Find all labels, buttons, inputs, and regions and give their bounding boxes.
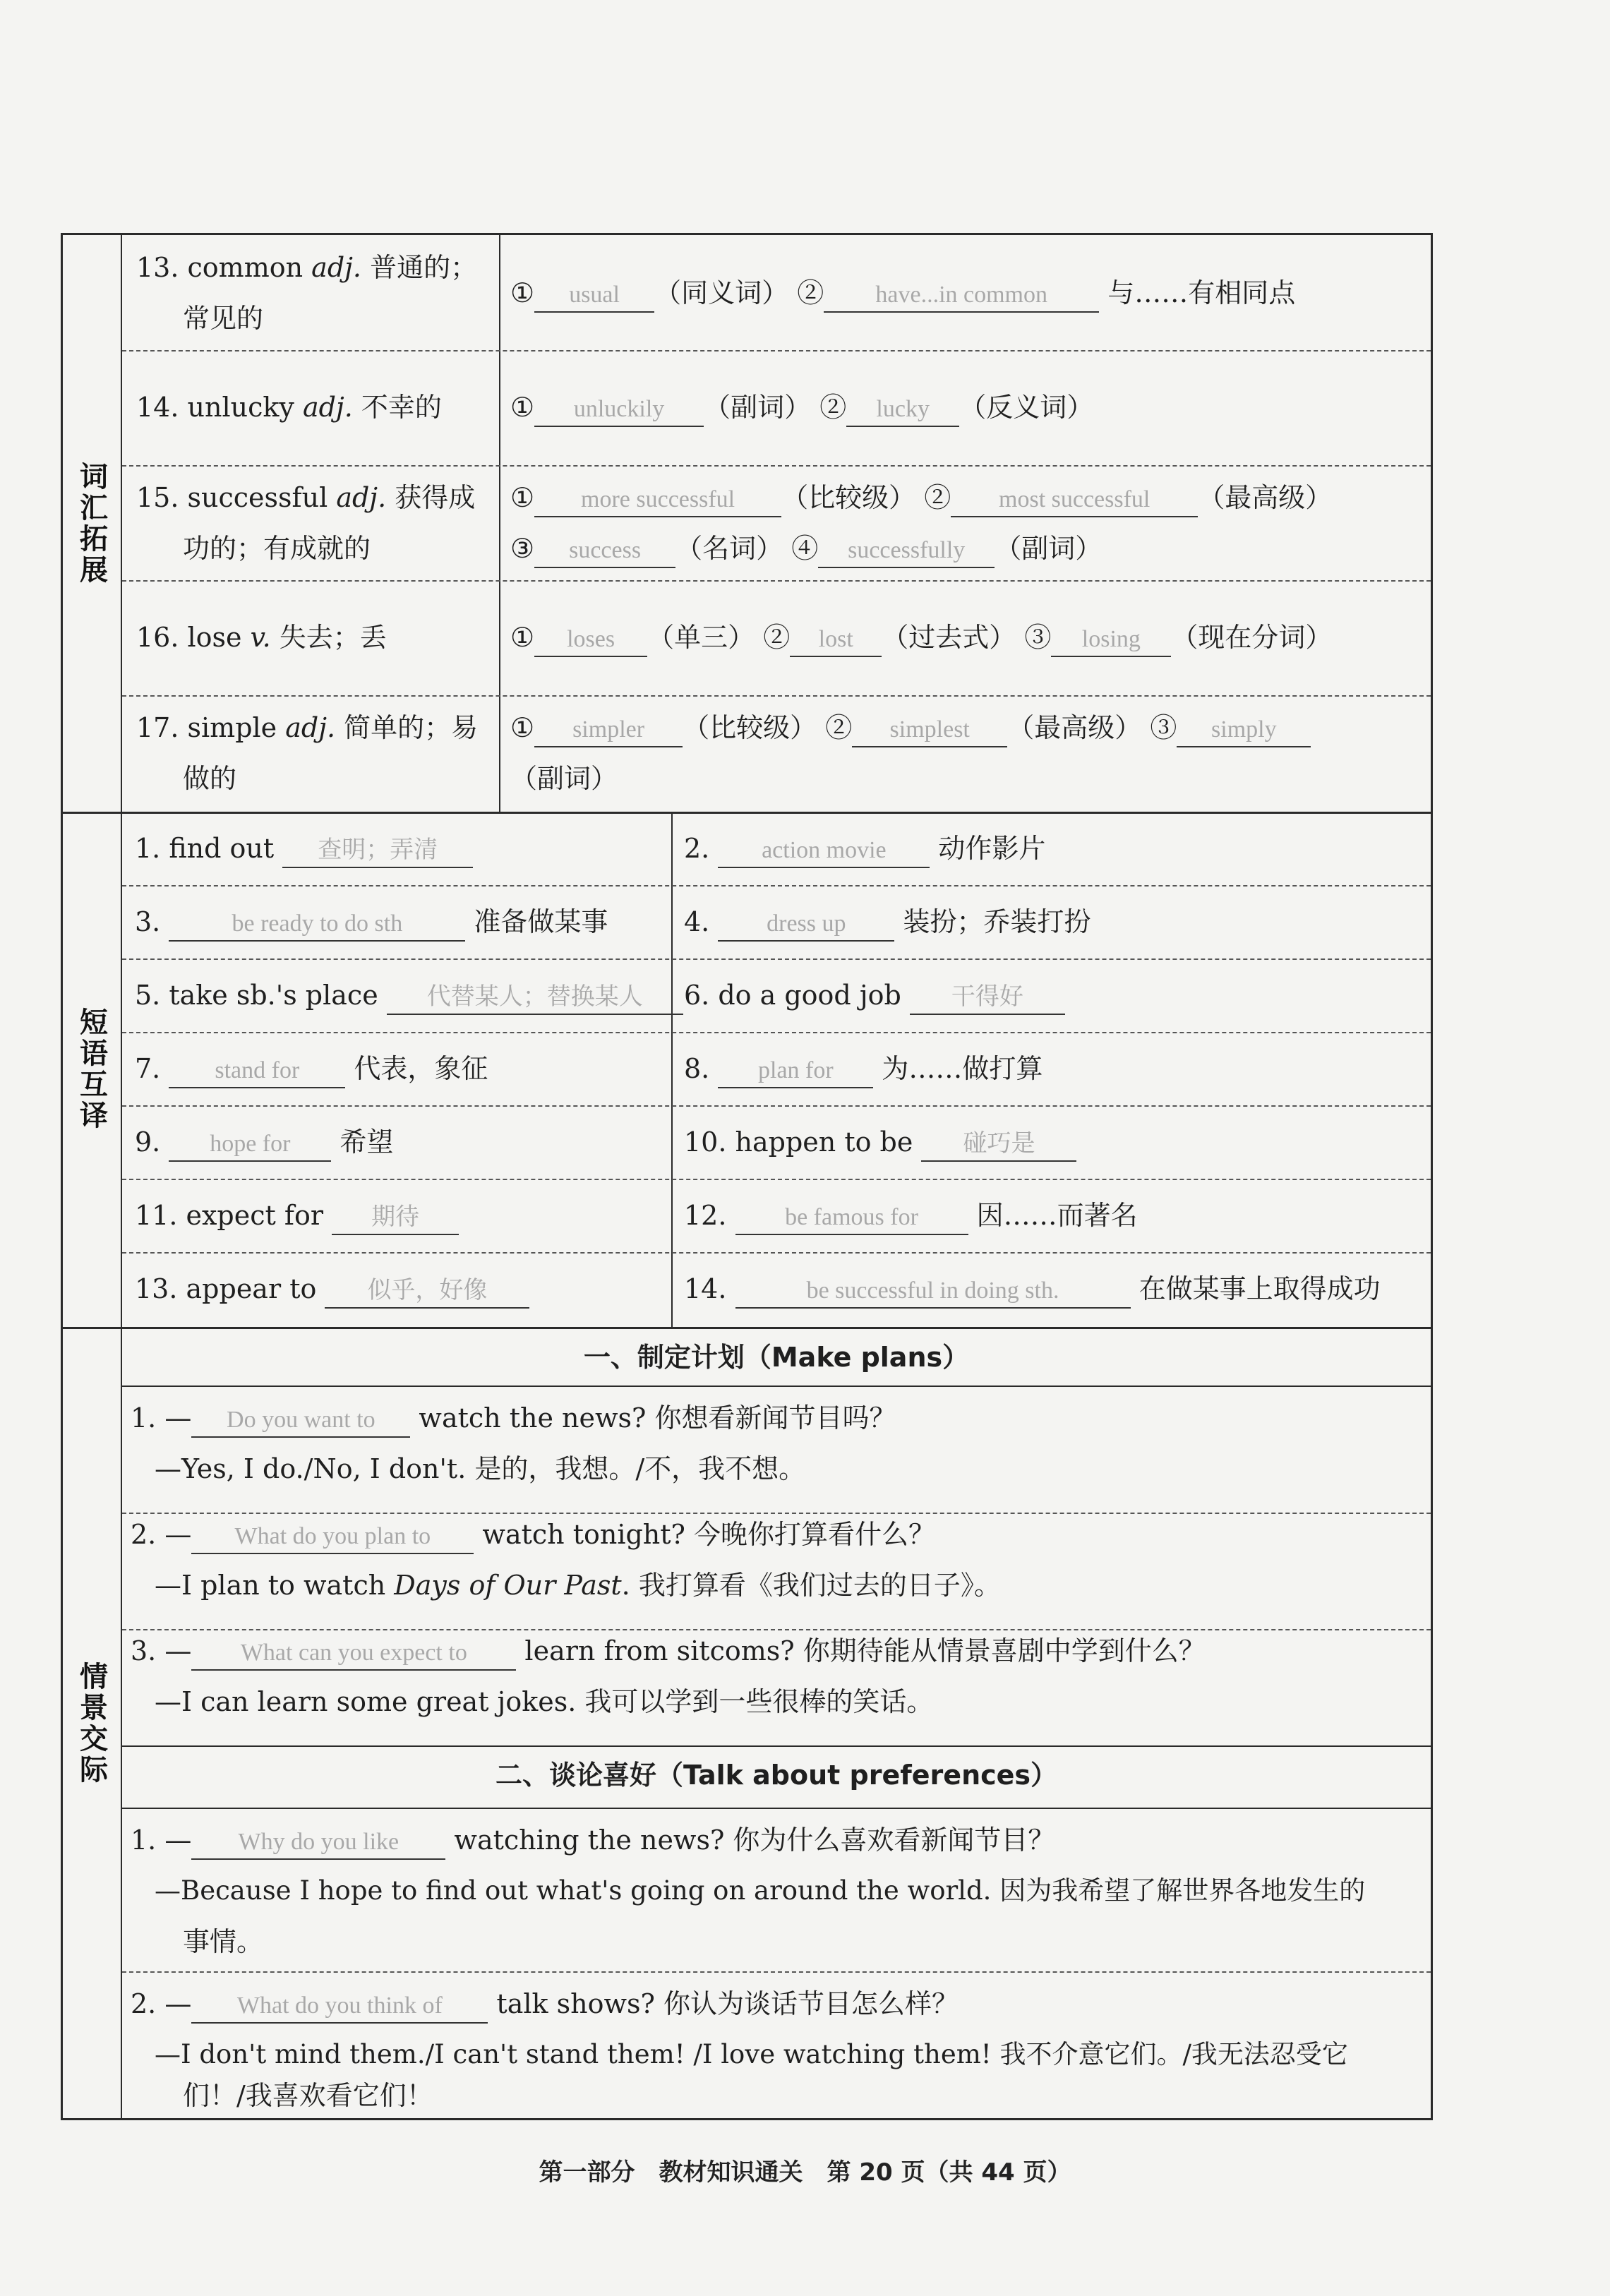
answer-blank[interactable]: more successful bbox=[534, 483, 781, 517]
answer-blank[interactable]: 查明；弄清 bbox=[282, 834, 473, 868]
phrase-10: 10. happen to be 碰巧是 bbox=[684, 1117, 1076, 1167]
phrase-3: 3. be ready to do sth 准备做某事 bbox=[135, 896, 608, 947]
dialogue-4-question: 1. — Why do you like watching the news? 你为什么喜欢看新闻节目？ bbox=[131, 1815, 1055, 1865]
vocab-answers-13: ① usual （同义词） ② have...in common 与……有相同点 bbox=[510, 268, 1295, 318]
dialogue-3-answer: —I can learn some great jokes. 我可以学到一些很棒的笑话。 bbox=[155, 1686, 934, 1717]
answer-blank[interactable]: unluckily bbox=[534, 393, 704, 427]
vocab-word-14: 14. unlucky adj. 不幸的 bbox=[136, 392, 442, 423]
answer-blank[interactable]: 代替某人；替换某人 bbox=[387, 981, 683, 1015]
answer-blank[interactable]: be famous for bbox=[735, 1201, 968, 1235]
answer-blank[interactable]: loses bbox=[534, 623, 647, 657]
answer-blank[interactable]: lucky bbox=[846, 393, 959, 427]
answer-blank[interactable]: successfully bbox=[818, 534, 995, 568]
phrase-5: 5. take sb.'s place 代替某人；替换某人 bbox=[135, 970, 683, 1021]
phrase-1: 1. find out 查明；弄清 bbox=[135, 823, 473, 874]
answer-blank[interactable]: What can you expect to bbox=[191, 1637, 516, 1671]
vocab-word-15: 15. successful adj. 获得成 bbox=[136, 482, 476, 513]
answer-blank[interactable]: plan for bbox=[718, 1054, 873, 1088]
phrase-9: 9. hope for 希望 bbox=[135, 1117, 393, 1167]
dialogue-4-answer: —Because I hope to find out what's going on around the world. 因为我希望了解世界各地发生的 bbox=[155, 1875, 1366, 1906]
vocab-answers-15b: ③ success （名词） ④ successfully （副词） bbox=[510, 523, 1102, 574]
phrase-13: 13. appear to 似乎，好像 bbox=[135, 1263, 529, 1314]
dialogue-heading-preferences: 二、谈论喜好（Talk about preferences） bbox=[495, 1760, 1058, 1791]
dialogue-3-question: 3. — What can you expect to learn from sitcoms? 你期待能从情景喜剧中学到什么？ bbox=[131, 1625, 1206, 1676]
vocab-answers-17a: ① simpler （比较级） ② simplest （最高级） ③ simply bbox=[510, 702, 1311, 753]
dialogue-5-question: 2. — What do you think of talk shows? 你认为谈话节目怎么样？ bbox=[131, 1978, 959, 2029]
answer-blank[interactable]: Do you want to bbox=[191, 1404, 410, 1438]
vocab-word-16: 16. lose v. 失去；丢 bbox=[136, 622, 387, 653]
vocab-word-17: 17. simple adj. 简单的；易 bbox=[136, 712, 479, 743]
dialogue-5-answer: —I don't mind them./I can't stand them! /I love watching them! 我不介意它们。/我无法忍受它 bbox=[155, 2039, 1348, 2069]
answer-blank[interactable]: 似乎，好像 bbox=[325, 1275, 529, 1309]
phrase-11: 11. expect for 期待 bbox=[135, 1190, 459, 1241]
dialogue-2-answer: —I plan to watch Days of Our Past. 我打算看《我们过去的日子》。 bbox=[155, 1570, 1001, 1601]
dialogue-4-answer-cont: 事情。 bbox=[183, 1926, 264, 1957]
section-label-phrases: 短语互译 bbox=[63, 812, 122, 1327]
phrase-14: 14. be successful in doing sth. 在做某事上取得成功 bbox=[684, 1263, 1381, 1314]
vocab-word-15-cont: 功的；有成就的 bbox=[183, 533, 371, 564]
worksheet-table bbox=[61, 233, 1433, 2120]
dialogue-heading-make-plans: 一、制定计划（Make plans） bbox=[583, 1342, 970, 1373]
dialogue-1-question: 1. — Do you want to watch the news? 你想看新闻节目吗？ bbox=[131, 1393, 896, 1443]
answer-blank[interactable]: be ready to do sth bbox=[169, 908, 465, 942]
answer-blank[interactable]: simplest bbox=[852, 714, 1007, 747]
section-label-dialogue: 情景交际 bbox=[63, 1327, 122, 2120]
answer-blank[interactable]: losing bbox=[1051, 623, 1171, 657]
answer-blank[interactable]: most successful bbox=[951, 483, 1198, 517]
answer-blank[interactable]: lost bbox=[790, 623, 882, 657]
page-footer: 第一部分 教材知识通关 第 20 页（共 44 页） bbox=[539, 2158, 1071, 2187]
answer-blank[interactable]: stand for bbox=[169, 1054, 345, 1088]
answer-blank[interactable]: success bbox=[534, 534, 675, 568]
answer-blank[interactable]: simply bbox=[1177, 714, 1311, 747]
answer-blank[interactable]: 期待 bbox=[332, 1201, 459, 1235]
phrase-2: 2. action movie 动作影片 bbox=[684, 823, 1045, 874]
vocab-answers-17b: （副词） bbox=[510, 763, 618, 794]
vocab-answers-16: ① loses （单三） ② lost （过去式） ③ losing （现在分词） bbox=[510, 612, 1332, 663]
dialogue-2-question: 2. — What do you plan to watch tonight? 今晚你打算看什么？ bbox=[131, 1509, 935, 1560]
answer-blank[interactable]: What do you plan to bbox=[191, 1520, 474, 1554]
dialogue-1-answer: —Yes, I do./No, I don't. 是的，我想。/不，我不想。 bbox=[155, 1453, 806, 1484]
vocab-answers-14: ① unluckily （副词） ② lucky （反义词） bbox=[510, 382, 1093, 433]
answer-blank[interactable]: have...in common bbox=[824, 279, 1099, 313]
answer-blank[interactable]: 干得好 bbox=[910, 981, 1065, 1015]
phrase-6: 6. do a good job 干得好 bbox=[684, 970, 1065, 1021]
answer-blank[interactable]: dress up bbox=[718, 908, 894, 942]
answer-blank[interactable]: 碰巧是 bbox=[921, 1128, 1076, 1162]
vocab-answers-15a: ① more successful （比较级） ② most successful （最高级） bbox=[510, 472, 1332, 523]
answer-blank[interactable]: hope for bbox=[169, 1128, 331, 1162]
answer-blank[interactable]: usual bbox=[534, 279, 654, 313]
answer-blank[interactable]: be successful in doing sth. bbox=[735, 1275, 1131, 1309]
phrase-4: 4. dress up 装扮；乔装打扮 bbox=[684, 896, 1091, 947]
section-label-vocab: 词汇拓展 bbox=[63, 235, 122, 812]
answer-blank[interactable]: Why do you like bbox=[191, 1826, 445, 1860]
vocab-word-17-cont: 做的 bbox=[183, 763, 237, 794]
answer-blank[interactable]: What do you think of bbox=[191, 1990, 488, 2024]
vocab-word-13-cont: 常见的 bbox=[183, 303, 264, 334]
phrase-12: 12. be famous for 因……而著名 bbox=[684, 1190, 1138, 1241]
dialogue-5-answer-cont: 们！/我喜欢看它们！ bbox=[183, 2080, 433, 2111]
phrase-8: 8. plan for 为……做打算 bbox=[684, 1043, 1043, 1094]
vocab-word-13: 13. common adj. 普通的； bbox=[136, 252, 478, 283]
answer-blank[interactable]: action movie bbox=[718, 834, 930, 868]
answer-blank[interactable]: simpler bbox=[534, 714, 683, 747]
phrase-7: 7. stand for 代表，象征 bbox=[135, 1043, 488, 1094]
